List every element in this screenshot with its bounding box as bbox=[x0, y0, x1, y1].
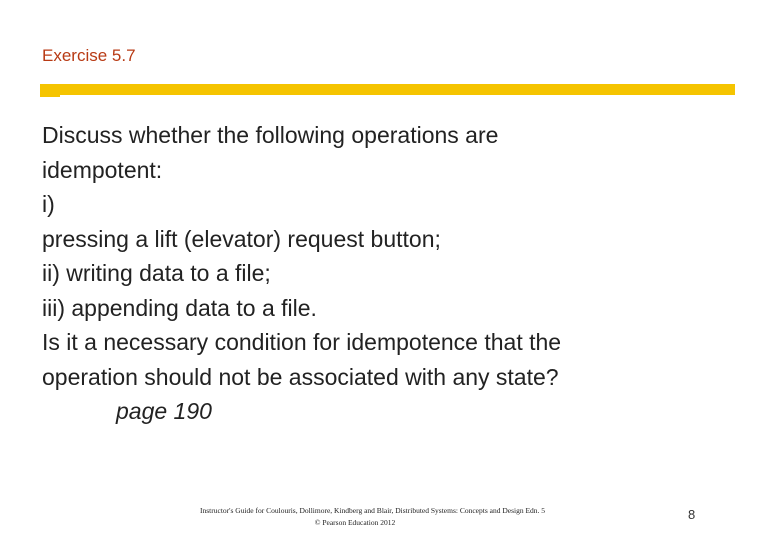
footer-line-1: Instructor's Guide for Coulouris, Dollimore, Kindberg and Blair, Distributed Systems: Concepts and Design Edn. 5 bbox=[200, 506, 546, 515]
slide-title: Exercise 5.7 bbox=[42, 46, 136, 65]
footer-credit bbox=[200, 505, 546, 529]
footer-line-2: © Pearson Education 2012 bbox=[314, 518, 396, 527]
body-line: Is it a necessary condition for idempotence that the bbox=[42, 329, 562, 355]
page-reference: page 190 bbox=[116, 398, 212, 424]
exercise-body bbox=[42, 118, 742, 429]
body-line: Discuss whether the following operations are bbox=[42, 122, 499, 148]
body-line: ii) writing data to a file; bbox=[42, 260, 271, 286]
body-line: pressing a lift (elevator) request button; bbox=[42, 225, 441, 252]
body-line: iii) appending data to a file. bbox=[42, 294, 317, 321]
body-line: operation should not be associated with any state? bbox=[42, 363, 559, 390]
title-underline-notch bbox=[40, 95, 60, 97]
body-line: idempotent: bbox=[42, 156, 163, 183]
title-underline-bar bbox=[40, 84, 735, 95]
body-line: i) bbox=[42, 191, 55, 217]
page-number: 8 bbox=[688, 507, 696, 522]
